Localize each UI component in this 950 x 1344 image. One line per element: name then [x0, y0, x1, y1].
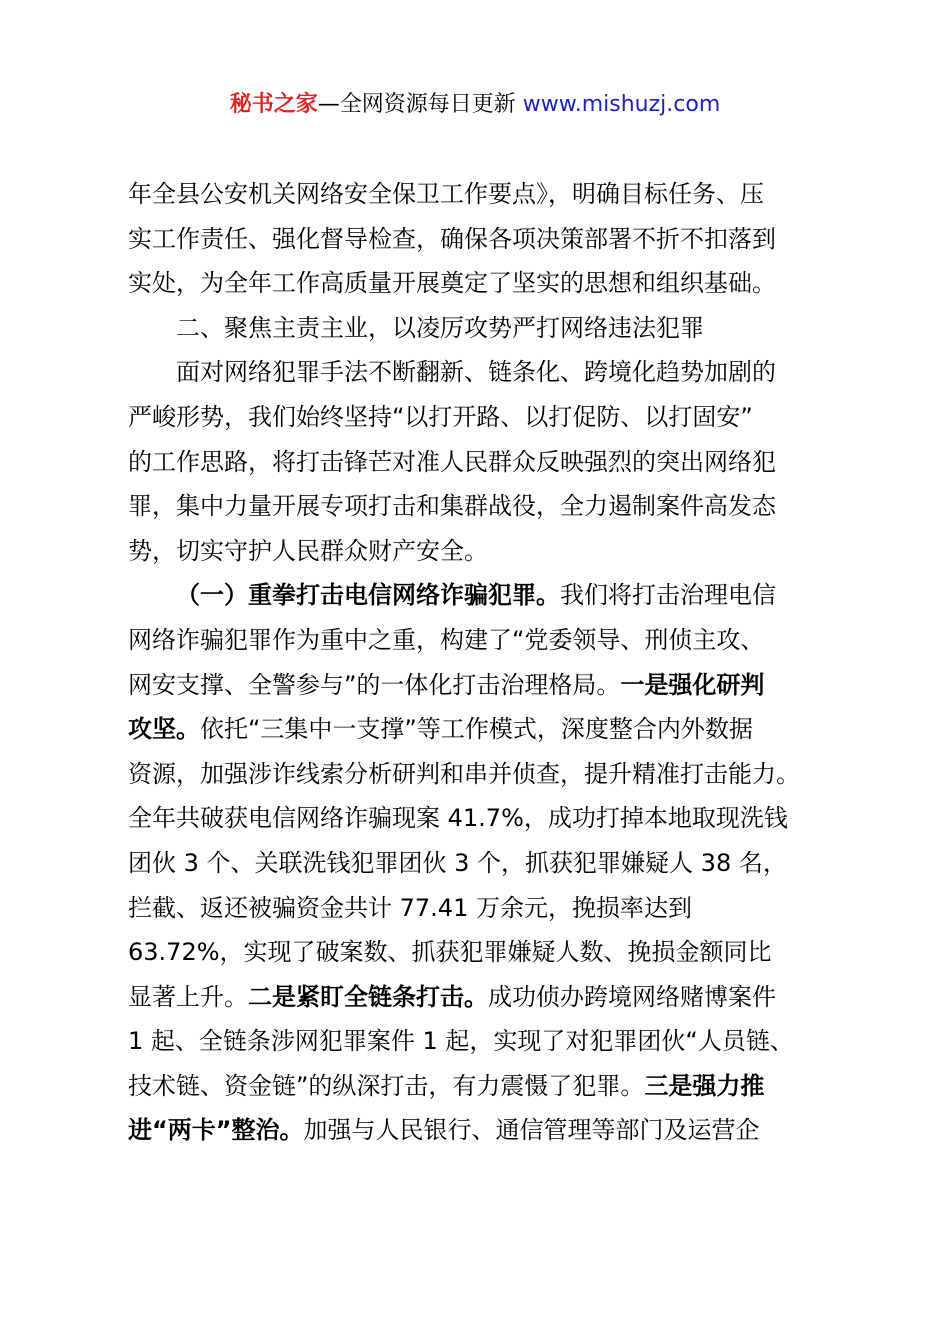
- bold-text: 攻坚。: [128, 715, 200, 744]
- text-line: [128, 1019, 838, 1064]
- text-line: [128, 930, 838, 975]
- text-line: [128, 618, 838, 663]
- line-text: 面对网络犯罪手法不断翻新、链条化、跨境化趋势加剧的: [176, 358, 776, 387]
- line-text: 1 起、全链条涉网犯罪案件 1 起，实现了对犯罪团伙“人员链、: [128, 1027, 794, 1056]
- line-text: 技术链、资金链”的纵深打击，有力震慑了犯罪。: [128, 1071, 645, 1100]
- text-line: [128, 796, 838, 841]
- line-text: 年全县公安机关网络安全保卫工作要点》，明确目标任务、压: [128, 180, 764, 208]
- text-line: [128, 663, 838, 708]
- header-url[interactable]: www.mishuzj.com: [522, 92, 721, 117]
- header-slogan: 全网资源每日更新: [339, 92, 516, 117]
- text-line: [128, 172, 838, 217]
- line-text: 势，切实守护人民群众财产安全。: [128, 536, 488, 565]
- line-text: 团伙 3 个、关联洗钱犯罪团伙 3 个，抓获犯罪嫌疑人 38 名，: [128, 848, 787, 877]
- text-line: [128, 1108, 838, 1153]
- text-line: [128, 350, 838, 395]
- text-line: [128, 752, 838, 797]
- line-text: 网络诈骗犯罪作为重中之重，构建了“党委领导、刑侦主攻、: [128, 625, 765, 654]
- text-line: [128, 975, 838, 1020]
- text-line: [128, 440, 838, 485]
- line-text: 拦截、返还被骗资金共计 77.41 万余元，挽损率达到: [128, 893, 692, 922]
- bold-text: 二是紧盯全链条打击。: [248, 982, 488, 1011]
- line-text: 严峻形势，我们始终坚持“以打开路、以打促防、以打固安”: [128, 402, 753, 431]
- line-text: 加强与人民银行、通信管理等部门及运营企: [303, 1116, 760, 1145]
- section-heading: [128, 306, 838, 351]
- line-text: 罪，集中力量开展专项打击和集群战役，全力遏制案件高发态: [128, 492, 776, 521]
- line-text: 网安支撑、全警参与”的一体化打击治理格局。: [128, 670, 621, 699]
- bold-text: 进“两卡”整治。: [128, 1116, 304, 1145]
- line-text: 成功侦办跨境网络赌博案件: [488, 982, 776, 1011]
- line-text: 的工作思路，将打击锋芒对准人民群众反映强烈的突出网络犯: [128, 447, 776, 476]
- bold-text: 三是强力推: [644, 1071, 765, 1100]
- text-line: [128, 707, 838, 752]
- text-line: [128, 529, 838, 574]
- line-text: 资源，加强涉诈线索分析研判和串并侦查，提升精准打击能力。: [128, 759, 800, 788]
- line-text: 我们将打击治理电信: [560, 581, 776, 610]
- text-line: [128, 1064, 838, 1109]
- line-text: 依托“三集中一支撑”等工作模式，深度整合内外数据: [200, 715, 753, 744]
- subsection-heading: [128, 573, 838, 618]
- bold-text: 一是强化研判: [620, 670, 765, 699]
- text-line: [128, 217, 838, 262]
- text-line: [128, 886, 838, 931]
- document-body: [128, 172, 838, 1153]
- line-text: 显著上升。: [128, 982, 248, 1011]
- header-dash: —: [317, 92, 340, 117]
- bold-text: （一）重拳打击电信网络诈骗犯罪。: [176, 581, 560, 610]
- header-brand: 秘书之家: [229, 92, 318, 117]
- line-text: 实处，为全年工作高质量开展奠定了坚实的思想和组织基础。: [128, 269, 776, 298]
- line-text: 63.72%，实现了破案数、抓获犯罪嫌疑人数、挽损金额同比: [128, 938, 772, 967]
- line-text: 全年共破获电信网络诈骗现案 41.7%，成功打掉本地取现洗钱: [128, 804, 788, 833]
- text-line: [128, 484, 838, 529]
- text-line: [128, 261, 838, 306]
- text-line: [128, 841, 838, 886]
- text-line: [128, 395, 838, 440]
- document-header: [0, 88, 950, 122]
- line-text: 实工作责任、强化督导检查，确保各项决策部署不折不扣落到: [128, 224, 776, 253]
- line-text: 二、聚焦主责主业，以凌厉攻势严打网络违法犯罪: [176, 313, 704, 342]
